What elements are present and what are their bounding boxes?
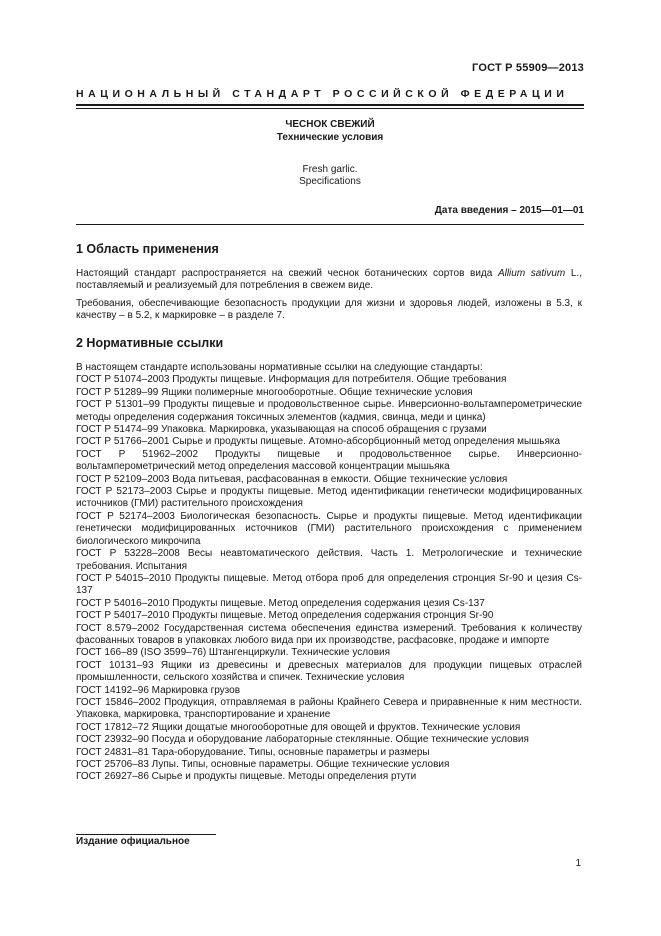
header-rule-thick bbox=[76, 104, 584, 106]
section-2-heading: 2 Нормативные ссылки bbox=[76, 336, 224, 350]
reference-item: ГОСТ Р 51766–2001 Сырье и продукты пищевые. Атомно-абсорбционный метод определения мышьяка bbox=[76, 436, 561, 448]
national-standard-title: НАЦИОНАЛЬНЫЙ СТАНДАРТ РОССИЙСКОЙ ФЕДЕРАЦИИ bbox=[76, 88, 569, 100]
reference-item: ГОСТ 166–89 (ISO 3599–76) Штангенциркули. Технические условия bbox=[76, 647, 391, 659]
reference-item: ГОСТ 17812–72 Ящики дощатые многооборотные для овощей и фруктов. Технические условия bbox=[76, 721, 521, 733]
reference-item: ГОСТ 25706–83 Лупы. Типы, основные параметры. Общие технические условия bbox=[76, 759, 450, 770]
page-number: 1 bbox=[575, 858, 581, 869]
document-title: ЧЕСНОК СВЕЖИЙ bbox=[285, 119, 375, 130]
reference-item: ГОСТ 15846–2002 Продукция, отправляемая в районы Крайнего Севера и приравненные к ним местности. Упаковка, маркировка, транспортирование и хранение bbox=[76, 696, 582, 721]
reference-item: ГОСТ Р 51474–99 Упаковка. Маркировка, указывающая на способ обращения с грузами bbox=[76, 424, 487, 436]
reference-item: ГОСТ 23932–90 Посуда и оборудование лабораторные стеклянные. Общие технические условия bbox=[76, 734, 529, 746]
reference-item: ГОСТ Р 54016–2010 Продукты пищевые. Метод определения содержания цезия Cs-137 bbox=[76, 597, 485, 609]
reference-item: ГОСТ Р 52173–2003 Сырье и продукты пищевые. Метод идентификации генетически модифицированных источников (ГМИ) растительного происхождения bbox=[76, 486, 582, 510]
english-title-main: Fresh garlic. bbox=[302, 164, 358, 175]
reference-item: ГОСТ 26927–86 Сырье и продукты пищевые. Методы определения ртути bbox=[76, 771, 417, 783]
reference-item: ГОСТ 8.579–2002 Государственная система обеспечения единства измерений. Требования к количеству фасованных товаров в упаковках любого вида при их производстве, расфасовке, продаже и импорте bbox=[76, 622, 582, 646]
reference-item: ГОСТ Р 52109–2003 Вода питьевая, расфасованная в емкости. Общие технические условия bbox=[76, 473, 508, 485]
official-edition-rule bbox=[76, 834, 216, 835]
reference-item: ГОСТ Р 51301–99 Продукты пищевые и продовольственное сырье. Инверсионно-вольтамперометрические методы определения содержания токсичных элементов (кадмия, свинца, меди и цинка) bbox=[76, 399, 582, 423]
reference-item: ГОСТ Р 51962–2002 Продукты пищевые и продовольственное сырье. Инверсионно-вольтамперометрический метод определения массовой концентрации мышьяка bbox=[76, 448, 582, 473]
reference-item: ГОСТ Р 51074–2003 Продукты пищевые. Информация для потребителя. Общие требования bbox=[76, 374, 507, 386]
reference-item: ГОСТ Р 53228–2008 Весы неавтоматического действия. Часть 1. Метрологические и технические требования. Испытания bbox=[76, 548, 582, 572]
introduction-date: Дата введения – 2015—01—01 bbox=[434, 205, 584, 216]
reference-item: ГОСТ Р 52174–2003 Биологическая безопасность. Сырье и продукты пищевые. Метод идентификации генетически модифицированных источников (ГМИ) растительного происхождения с применением биологического микрочипа bbox=[76, 510, 582, 547]
section-1-heading: 1 Область применения bbox=[76, 242, 219, 256]
latin-species-name: Allium sativum bbox=[497, 268, 566, 279]
section-1-p1-end: L., поставляемый и реализуемый для потребления в свежем виде. bbox=[76, 268, 582, 292]
reference-item: ГОСТ Р 54015–2010 Продукты пищевые. Метод отбора проб для определения стронция Sr-90 и цезия Cs-137 bbox=[76, 572, 582, 597]
section-1-paragraph-2: Требования, обеспечивающие безопасность продукции для жизни и здоровья людей, изложены в 5.3, к качеству – в 5.2, к маркировке – в разделе 7. bbox=[76, 298, 582, 322]
references-intro: В настоящем стандарте использованы нормативные ссылки на следующие стандарты: bbox=[76, 362, 483, 373]
english-title bbox=[76, 164, 584, 188]
section-1-p1-start: Настоящий стандарт распространяется на свежий чеснок ботанических сортов вида bbox=[76, 268, 498, 279]
english-title-sub: Specifications bbox=[299, 176, 361, 187]
date-rule bbox=[76, 224, 584, 225]
document-code: ГОСТ Р 55909—2013 bbox=[472, 62, 584, 74]
reference-item: ГОСТ Р 54017–2010 Продукты пищевые. Метод определения содержания стронция Sr-90 bbox=[76, 610, 494, 622]
reference-item: ГОСТ 24831–81 Тара-оборудование. Типы, основные параметры и размеры bbox=[76, 746, 430, 758]
header-rule-thin bbox=[76, 108, 584, 109]
references-list bbox=[76, 362, 582, 784]
official-edition-label: Издание официальное bbox=[76, 836, 190, 847]
document-subtitle: Технические условия bbox=[276, 132, 384, 143]
title-block bbox=[76, 118, 584, 188]
reference-item: ГОСТ 10131–93 Ящики из древесины и древесных материалов для продукции пищевых отраслей промышленности, сельского хозяйства и спичек. Технические условия bbox=[76, 659, 582, 684]
reference-item: ГОСТ 14192–96 Маркировка грузов bbox=[76, 684, 241, 696]
section-1-paragraph-1 bbox=[76, 268, 582, 293]
reference-item: ГОСТ Р 51289–99 Ящики полимерные многооборотные. Общие технические условия bbox=[76, 386, 473, 398]
